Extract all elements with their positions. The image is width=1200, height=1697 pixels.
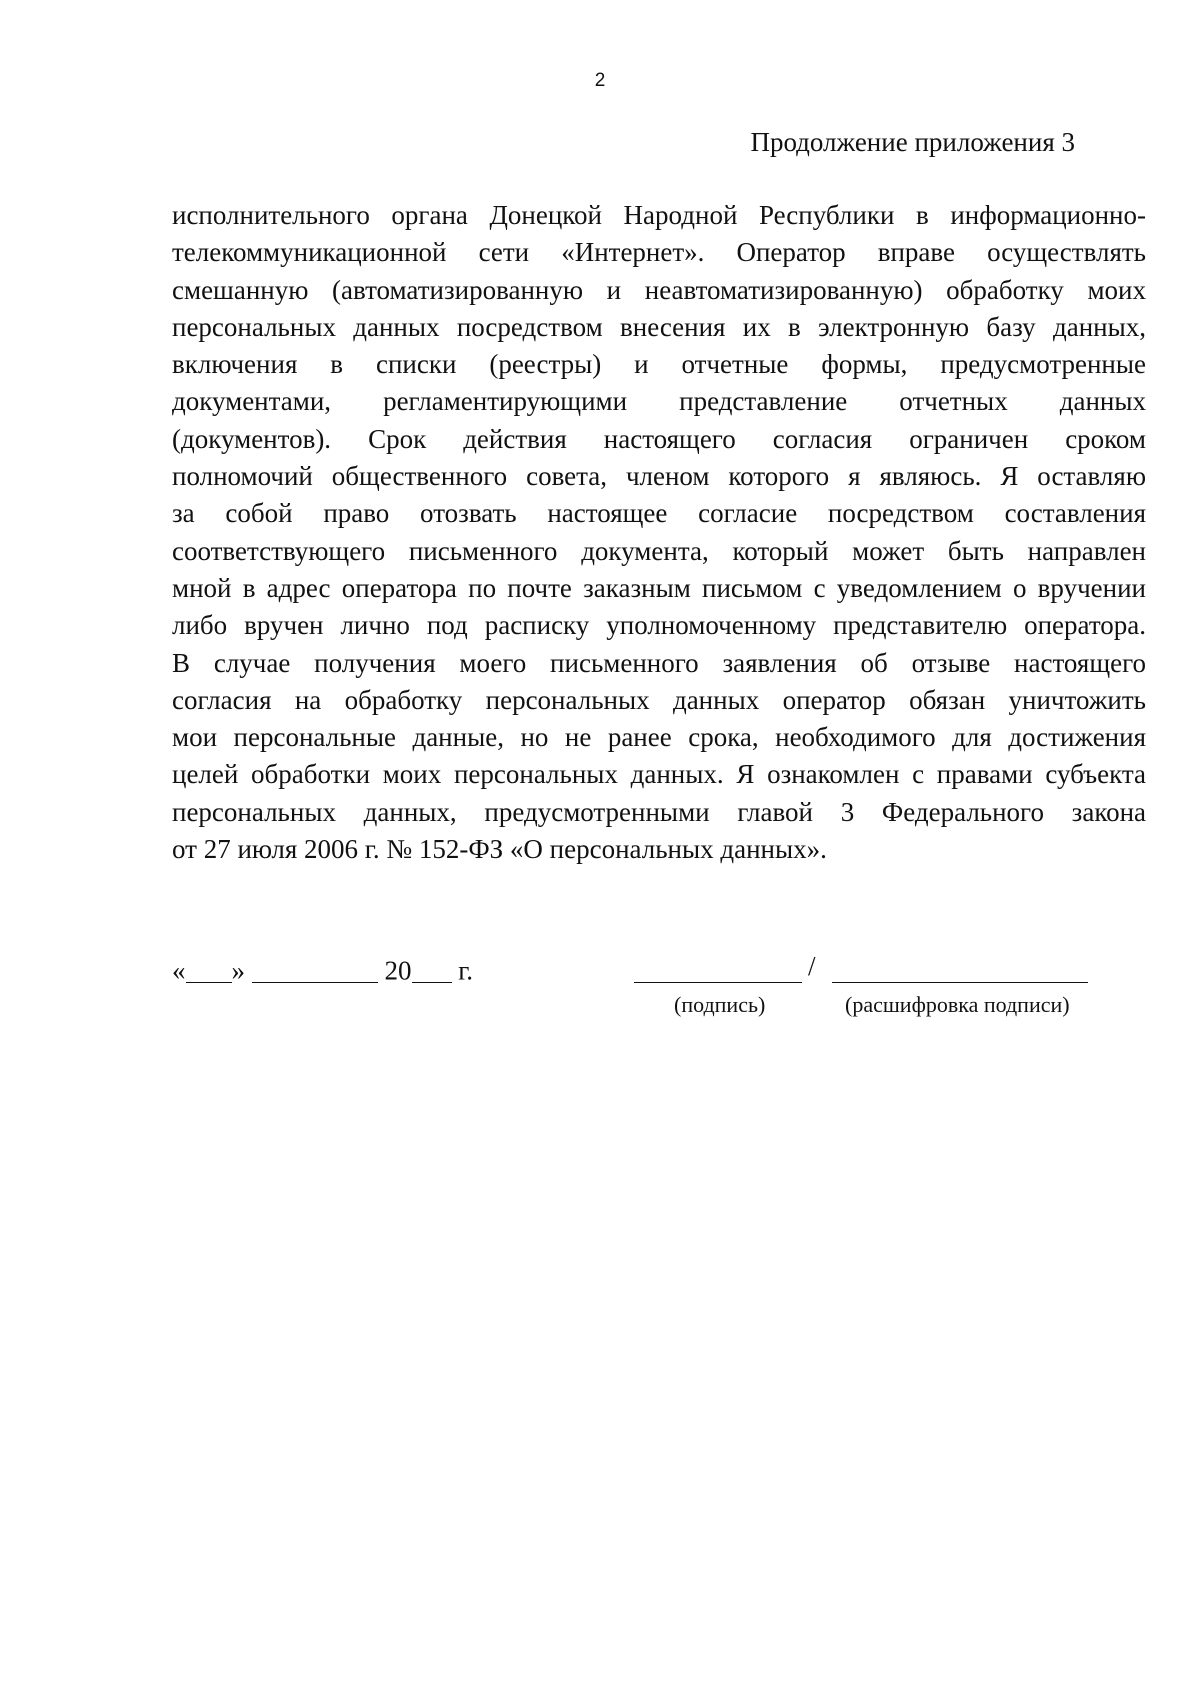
body-line: за собой право отозвать настоящее согласие посредством составления [172, 498, 1146, 529]
body-line: (документов). Срок действия настоящего согласия ограничен сроком [172, 423, 1146, 454]
page-number: 2 [594, 70, 606, 91]
appendix-label: Продолжение приложения 3 [750, 127, 1075, 157]
signature-line[interactable] [634, 954, 802, 983]
body-line: мной в адрес оператора по почте заказным письмом с уведомлением о вручении [172, 572, 1146, 603]
day-blank[interactable] [186, 954, 232, 983]
body-line: смешанную (автоматизированную и неавтоматизированную) обработку моих [172, 274, 1146, 305]
signature-decryption-line[interactable] [832, 954, 1088, 983]
decryption-caption: (расшифровка подписи) [845, 992, 1070, 1017]
body-line: персональных данных, предусмотренными главой 3 Федерального закона [172, 796, 1146, 827]
date-field [172, 954, 473, 986]
year-suffix: г. [458, 955, 474, 986]
body-line: исполнительного органа Донецкой Народной Республики в информационно- [172, 200, 1146, 230]
year-blank[interactable] [412, 954, 452, 983]
body-line: телекоммуникационной сети «Интернет». Оператор вправе осуществлять [172, 237, 1146, 268]
body-line: В случае получения моего письменного заявления об отзыве настоящего [172, 647, 1146, 678]
body-line: персональных данных посредством внесения их в электронную базу данных, [172, 311, 1146, 342]
body-line: документами, регламентирующими представление отчетных данных [172, 386, 1146, 417]
consent-body-text [172, 197, 1146, 868]
body-line: соответствующего письменного документа, который может быть направлен [172, 535, 1146, 566]
body-line: от 27 июля 2006 г. № 152-ФЗ «О персональных данных». [172, 834, 827, 865]
year-prefix: 20 [384, 955, 412, 986]
body-line: либо вручен лично под расписку уполномоченному представителю оператора. [172, 610, 1146, 641]
body-line: включения в списки (реестры) и отчетные формы, предусмотренные [172, 349, 1146, 380]
body-line: согласия на обработку персональных данных оператор обязан уничтожить [172, 684, 1146, 715]
date-close-quote: » [231, 955, 245, 986]
month-blank[interactable] [252, 954, 378, 983]
date-open-quote: « [172, 955, 186, 986]
body-line: мои персональные данные, но не ранее срока, необходимого для достижения [172, 722, 1146, 753]
signature-separator: / [808, 951, 816, 981]
signature-caption: (подпись) [674, 992, 766, 1017]
body-line: целей обработки моих персональных данных. Я ознакомлен с правами субъекта [172, 759, 1146, 790]
body-line: полномочий общественного совета, членом которого я являюсь. Я оставляю [172, 461, 1146, 492]
